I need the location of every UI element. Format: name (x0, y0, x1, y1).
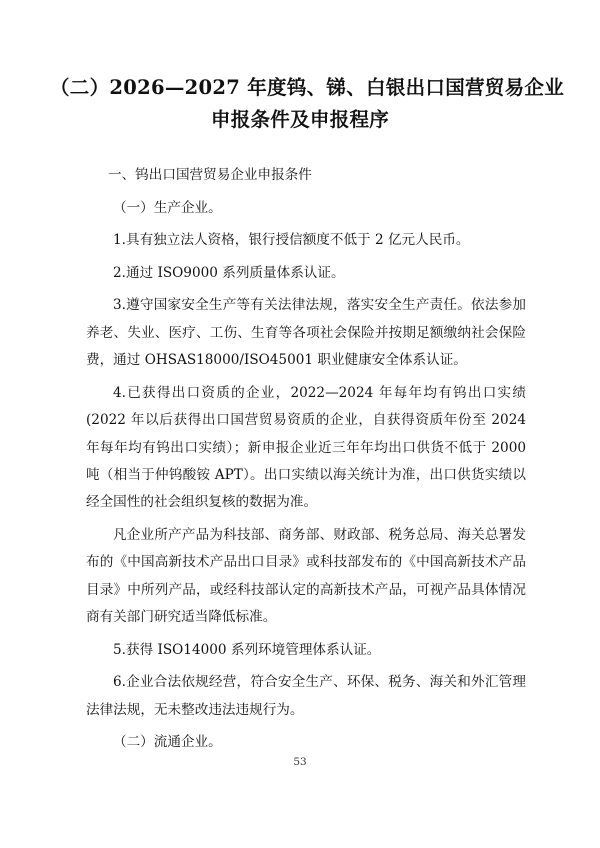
requirement-item: 1.具有独立法人资格，银行授信额度不低于 2 亿元人民币。 (113, 232, 470, 249)
document-title-line-2: 申报条件及申报程序 (210, 108, 390, 131)
requirement-item: 2.通过 ISO9000 系列质量体系认证。 (113, 264, 345, 281)
document-title-line-1: （二）2026—2027 年度钨、锑、白银出口国营贸易企业 (50, 76, 565, 99)
requirement-item: 3.遵守国家安全生产等有关法律法规，落实安全生产责任。依法参加养老、失业、医疗、工伤、生育等各项社会保险并按期足额缴纳社会保险费，通过 OHSAS18000/ISO45001 职业健康安全体系认证。 (86, 297, 526, 369)
page-number: 53 (293, 756, 307, 768)
requirement-note: 凡企业所产产品为科技部、商务部、财政部、税务总局、海关总署发布的《中国高新技术产品出口目录》或科技部发布的《中国高新技术产品目录》中所列产品，或经科技部认定的高新技术产品，可视产品具体情况商有关部门研究适当降低标准。 (86, 527, 526, 626)
subsection-heading: （一）生产企业。 (113, 199, 222, 216)
subsection-heading: （二）流通企业。 (113, 734, 222, 751)
requirement-item: 4.已获得出口资质的企业，2022—2024 年每年均有钨出口实绩(2022 年以后获得出口国营贸易资质的企业，自获得资质年份至 2024 年每年均有钨出口实绩）；新申报企业近三年年均出口供货不低于 2000 吨（相当于仲钨酸铵 APT）。出口实绩以海关统计为准，出口供货实绩以经全国性的社会组织复核的数据为准。 (86, 384, 526, 511)
requirement-item: 5.获得 ISO14000 系列环境管理体系认证。 (113, 641, 381, 658)
document-body (86, 162, 526, 762)
section-heading: 一、钨出口国营贸易企业申报条件 (108, 167, 312, 183)
requirement-item: 6.企业合法依规经营，符合安全生产、环保、税务、海关和外汇管理法律法规，无未整改违法违规行为。 (86, 674, 526, 718)
